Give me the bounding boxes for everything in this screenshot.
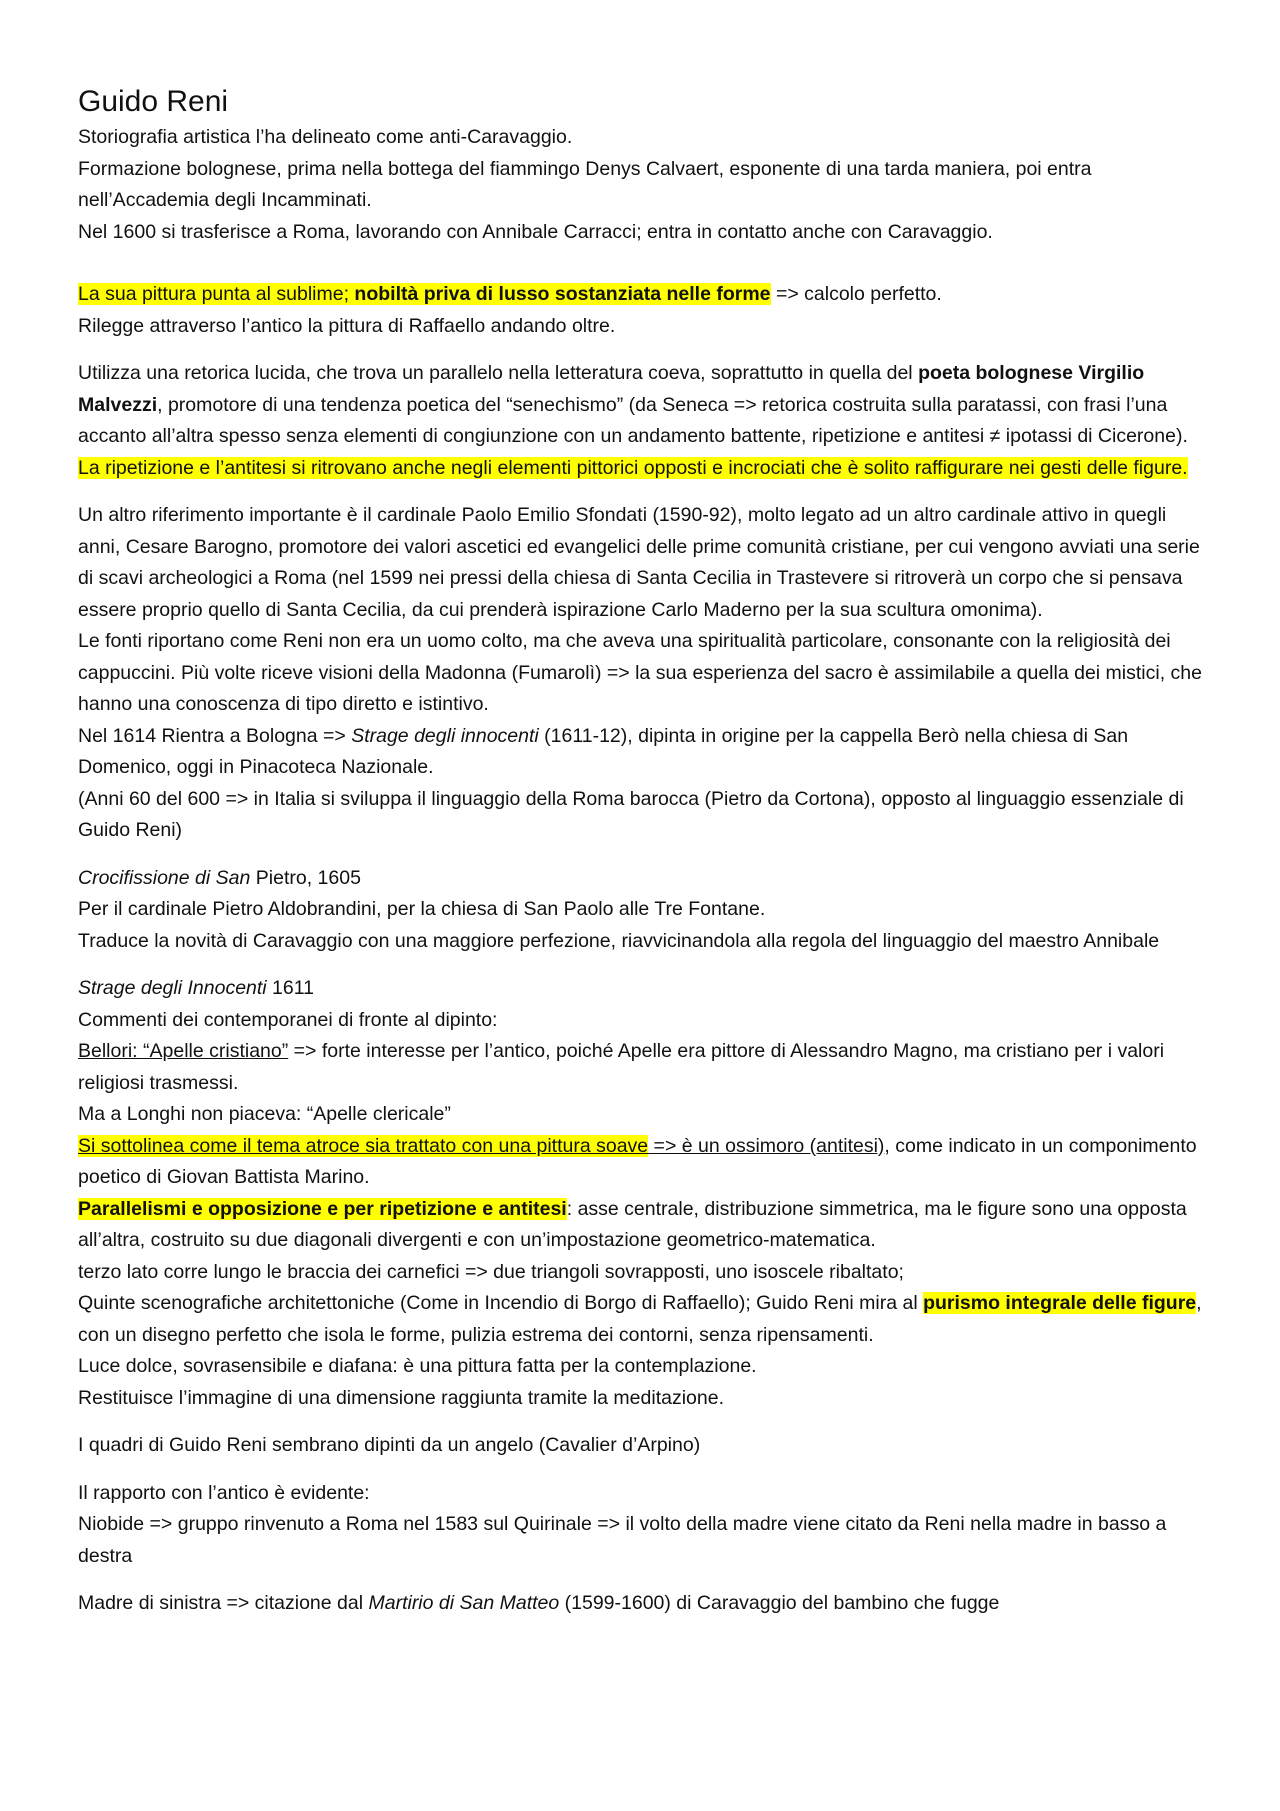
longhi-line: Ma a Longhi non piaceva: “Apelle clericale” [78, 1103, 451, 1125]
crocifissione-line-2: Traduce la novità di Caravaggio con una maggiore perfezione, riavvicinandola alla regola del linguaggio del maestro Annibale [78, 929, 1160, 952]
restituisce-line: Restituisce l’immagine di una dimensione raggiunta tramite la meditazione. [78, 1386, 724, 1409]
quinte-paragraph [78, 1288, 1208, 1351]
soave-paragraph [78, 1131, 1208, 1194]
madre-text-a: Madre di sinistra => citazione dal [78, 1592, 369, 1614]
intro-line-3: Nel 1600 si trasferisce a Roma, lavorando con Annibale Carracci; entra in contatto anche con Caravaggio. [78, 220, 993, 243]
ossimoro-underlined: => è un ossimoro (antitesi) [648, 1134, 885, 1157]
luce-line: Luce dolce, sovrasensibile e diafana: è una pittura fatta per la contemplazione. [78, 1355, 757, 1377]
highlight-soave: Si sottolinea come il tema atroce sia trattato con una pittura soave [78, 1134, 649, 1157]
parallelismi-paragraph [78, 1194, 1208, 1257]
madre-paragraph [78, 1588, 1208, 1620]
antico-line-1: Il rapporto con l’antico è evidente: [78, 1481, 370, 1504]
bellori-rest: => forte interesse per l’antico, poiché Apelle era pittore di Alessandro Magno, ma cristiano per i valori religiosi trasmessi. [78, 1040, 1165, 1094]
page-title: Guido Reni [78, 85, 229, 118]
anni-paragraph: (Anni 60 del 600 => in Italia si sviluppa il linguaggio della Roma barocca (Pietro da Cortona), opposto al linguaggio essenziale di Guido Reni) [78, 787, 1184, 841]
intro-line-2: Formazione bolognese, prima nella bottega del fiammingo Denys Calvaert, esponente di una tarda maniera, poi entra nell’Accademia degli Incamminati. [78, 157, 1092, 211]
quinte-text-a: Quinte scenografiche architettoniche (Come in Incendio di Borgo di Raffaello); Guido Reni mira al [78, 1292, 924, 1314]
highlight-nobilta: nobiltà priva di lusso sostanziata nelle forme [354, 283, 771, 305]
crocifissione-title-rest: Pietro, 1605 [250, 866, 361, 889]
soave-rest: , come indicato in un componimento poetico di Giovan Battista Marino. [78, 1134, 1197, 1188]
raffaello-line: Rilegge attraverso l’antico la pittura di Raffaello andando oltre. [78, 314, 616, 337]
strage-title-italic: Strage degli Innocenti [78, 977, 267, 999]
highlight-ripetizione: La ripetizione e l’antitesi si ritrovano anche negli elementi pittorici opposti e incrociati che è solito raffigurare nei gesti delle figure. [78, 456, 1188, 479]
document-page [78, 84, 1208, 1620]
bologna-paragraph [78, 721, 1208, 784]
strage-title-rest: 1611 [266, 977, 314, 999]
retorica-paragraph [78, 358, 1208, 484]
highlight-parallelismi: Parallelismi e opposizione e per ripetizione e antitesi [78, 1197, 567, 1220]
terzo-line: terzo lato corre lungo le braccia dei carnefici => due triangoli sovrapposti, uno isoscele ribaltato; [78, 1260, 904, 1283]
bologna-text-c: (1611-12), dipinta in origine per la cappella Berò nella chiesa di San Domenico, oggi in Pinacoteca Nazionale. [78, 724, 1129, 778]
parallelismi-rest: : asse centrale, distribuzione simmetrica, ma le figure sono una opposta all’altra, costruito su due diagonali divergenti e con un’impostazione geometrico-matematica. [78, 1197, 1187, 1251]
madre-text-c: (1599-1600) di Caravaggio del bambino che fugge [559, 1592, 1000, 1614]
highlight-purismo: purismo integrale delle figure [923, 1292, 1197, 1314]
sublime-paragraph [78, 279, 1208, 311]
antico-line-2: Niobide => gruppo rinvenuto a Roma nel 1583 sul Quirinale => il volto della madre viene citato da Reni nella madre in basso a destra [78, 1513, 1167, 1567]
retorica-poeta: poeta bolognese Virgilio Malvezzi [78, 362, 1145, 416]
martirio-title: Martirio di San Matteo [368, 1592, 560, 1614]
retorica-text-c: , promotore di una tendenza poetica del “senechismo” (da Seneca => retorica costruita sulla paratassi, con frasi l’una accanto all’altra spesso senza elementi di congiunzione con un andamento battente, ripetizione e antitesi ≠ ipotassi di Cicerone). [78, 393, 1188, 447]
commenti-line: Commenti dei contemporanei di fronte al dipinto: [78, 1008, 498, 1031]
retorica-text-a: Utilizza una retorica lucida, che trova un parallelo nella letteratura coeva, soprattutto in quella del [78, 362, 919, 384]
bellori-paragraph [78, 1036, 1208, 1099]
strage-title [78, 973, 1208, 1005]
intro-line-1: Storiografia artistica l’ha delineato come anti-Caravaggio. [78, 126, 573, 148]
strage-title-inline: Strage degli innocenti [351, 724, 539, 747]
bellori-underlined: Bellori: “Apelle cristiano” [78, 1040, 289, 1062]
crocifissione-title-italic: Crocifissione di San [78, 866, 251, 889]
quinte-rest: , con un disegno perfetto che isola le forme, pulizia estrema dei contorni, senza ripensamenti. [78, 1292, 1202, 1346]
bologna-text-a: Nel 1614 Rientra a Bologna => [78, 724, 352, 747]
crocifissione-title [78, 863, 1208, 895]
crocifissione-line-1: Per il cardinale Pietro Aldobrandini, per la chiesa di San Paolo alle Tre Fontane. [78, 898, 766, 920]
highlight-sublime: La sua pittura punta al sublime; [78, 283, 355, 305]
sublime-rest: => calcolo perfetto. [770, 283, 942, 305]
cardinale-paragraph: Un altro riferimento importante è il cardinale Paolo Emilio Sfondati (1590-92), molto legato ad un altro cardinale attivo in quegli anni, Cesare Barogno, promotore dei valori ascetici ed evangelici delle prime comunità cristiane, per cui vengono avviati una serie di scavi archeologici a Roma (nel 1599 nei pressi della chiesa di Santa Cecilia in Trastevere si ritroverà un corpo che si pensava essere proprio quello di Santa Cecilia, da cui prenderà ispirazione Carlo Maderno per la sua scultura omonima). [78, 504, 1200, 621]
angelo-line: I quadri di Guido Reni sembrano dipinti da un angelo (Cavalier d’Arpino) [78, 1434, 701, 1456]
fonti-paragraph: Le fonti riportano come Reni non era un uomo colto, ma che aveva una spiritualità particolare, consonante con la religiosità dei cappuccini. Più volte riceve visioni della Madonna (Fumarolì) => la sua esperienza del sacro è assimilabile a quella dei mistici, che hanno una conoscenza di tipo diretto e istintivo. [78, 630, 1202, 715]
